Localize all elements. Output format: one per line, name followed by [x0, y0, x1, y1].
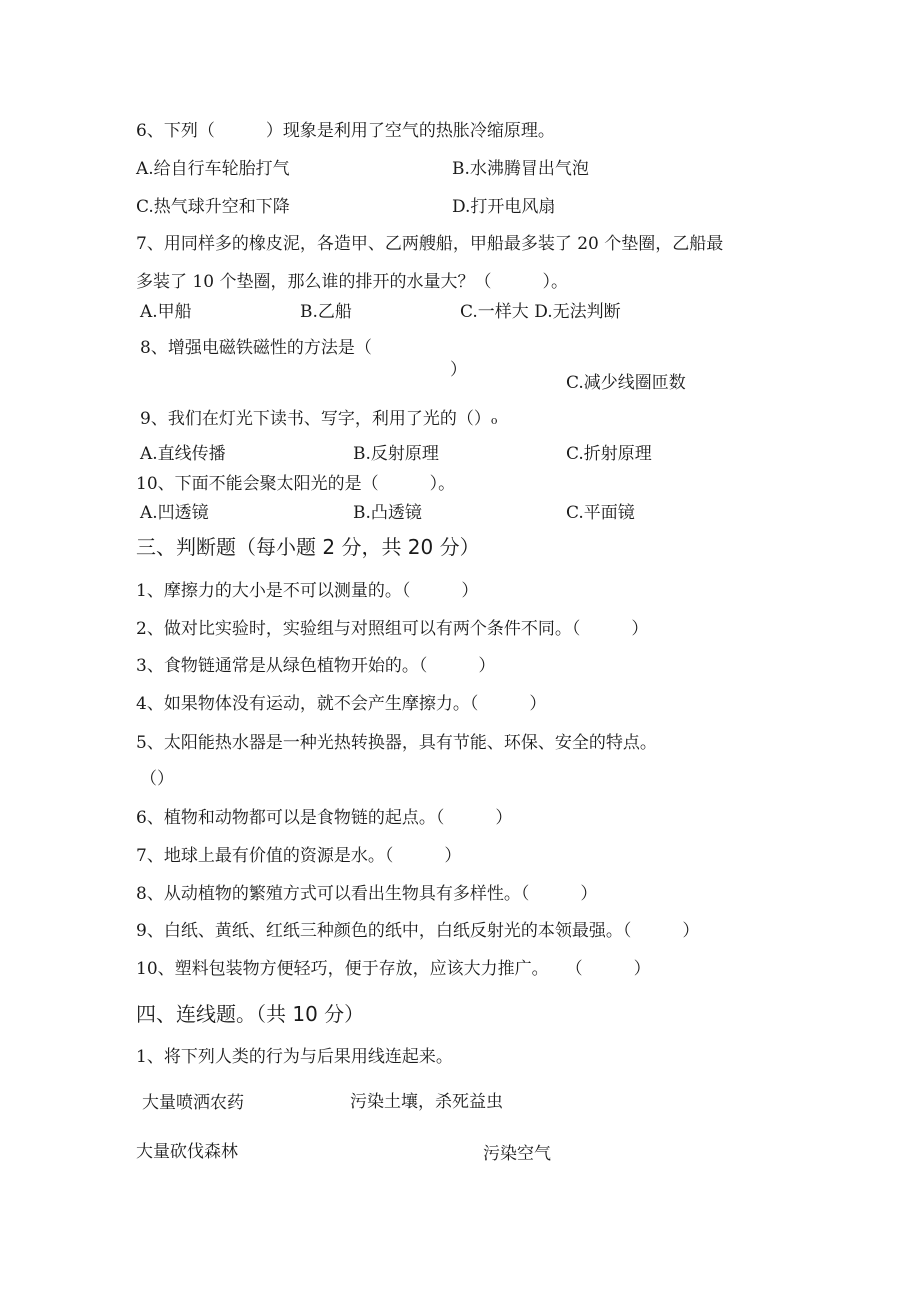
q7-stem-line2: 多装了 10 个垫圈，那么谁的排开的水量大？（ ）。: [136, 272, 568, 292]
judge-section-title: 三、判断题（每小题 2 分，共 20 分）: [136, 535, 480, 559]
judge-item-5: 5、太阳能热水器是一种光热转换器，具有节能、环保、安全的特点。: [136, 733, 657, 753]
q7-option-b: B.乙船: [300, 302, 352, 322]
q8-option-c: C.减少线圈匝数: [566, 373, 686, 393]
q10-option-a: A.凹透镜: [140, 503, 209, 523]
q8-stem: 8、增强电磁铁磁性的方法是（: [140, 338, 372, 358]
q9-stem-text: 9、我们在灯光下读书、写字，利用了光的（）: [140, 409, 491, 429]
judge-item-7: 7、地球上最有价值的资源是水。（ ）: [136, 846, 462, 866]
q9-stem: [140, 408, 497, 432]
judge-item-6: 6、植物和动物都可以是食物链的起点。（ ）: [136, 808, 513, 828]
match-section-title: 四、连线题。（共 10 分）: [136, 1002, 365, 1026]
match-left-1: 大量喷洒农药: [142, 1093, 244, 1113]
q10-option-c: C.平面镜: [566, 503, 635, 523]
q9-option-a: A.直线传播: [140, 444, 226, 464]
q10-stem: 10、下面不能会聚太阳光的是（ ）。: [136, 474, 456, 494]
judge-item-5-paren: （）: [140, 769, 174, 789]
q6-option-d: D.打开电风扇: [452, 197, 556, 217]
match-left-2: 大量砍伐森林: [136, 1142, 238, 1162]
q6-option-b: B.水沸腾冒出气泡: [452, 159, 589, 179]
judge-item-3: 3、食物链通常是从绿色植物开始的。（ ）: [136, 656, 496, 676]
judge-item-8: 8、从动植物的繁殖方式可以看出生物具有多样性。（ ）: [136, 884, 598, 904]
judge-item-1: 1、摩擦力的大小是不可以测量的。（ ）: [136, 581, 479, 601]
q10-option-b: B.凸透镜: [353, 503, 422, 523]
q6-option-a: A.给自行车轮胎打气: [136, 159, 290, 179]
judge-item-9: 9、白纸、黄纸、红纸三种颜色的纸中，白纸反射光的本领最强。（ ）: [136, 921, 700, 941]
match-right-1: 污染土壤，杀死益虫: [350, 1092, 503, 1112]
judge-item-10: 10、塑料包装物方便轻巧，便于存放，应该大力推广。 （ ）: [136, 959, 651, 979]
q9-option-c: C.折射原理: [566, 444, 652, 464]
q6-stem: 6、下列（ ）现象是利用了空气的热胀冷缩原理。: [136, 121, 555, 141]
q7-option-a: A.甲船: [140, 302, 192, 322]
q6-option-c: C.热气球升空和下降: [136, 197, 290, 217]
q9-option-b: B.反射原理: [353, 444, 439, 464]
q7-stem-line1: 7、用同样多的橡皮泥，各造甲、乙两艘船，甲船最多装了 20 个垫圈，乙船最: [136, 234, 724, 254]
q9-mark: o: [490, 414, 498, 427]
judge-item-2: 2、做对比实验时，实验组与对照组可以有两个条件不同。（ ）: [136, 619, 649, 639]
match-right-2: 污染空气: [483, 1144, 551, 1164]
q8-close-paren: ）: [450, 360, 467, 380]
match-question-1: 1、将下列人类的行为与后果用线连起来。: [136, 1047, 453, 1067]
judge-item-4: 4、如果物体没有运动，就不会产生摩擦力。（ ）: [136, 694, 547, 714]
q7-option-cd: C.一样大 D.无法判断: [460, 302, 621, 322]
